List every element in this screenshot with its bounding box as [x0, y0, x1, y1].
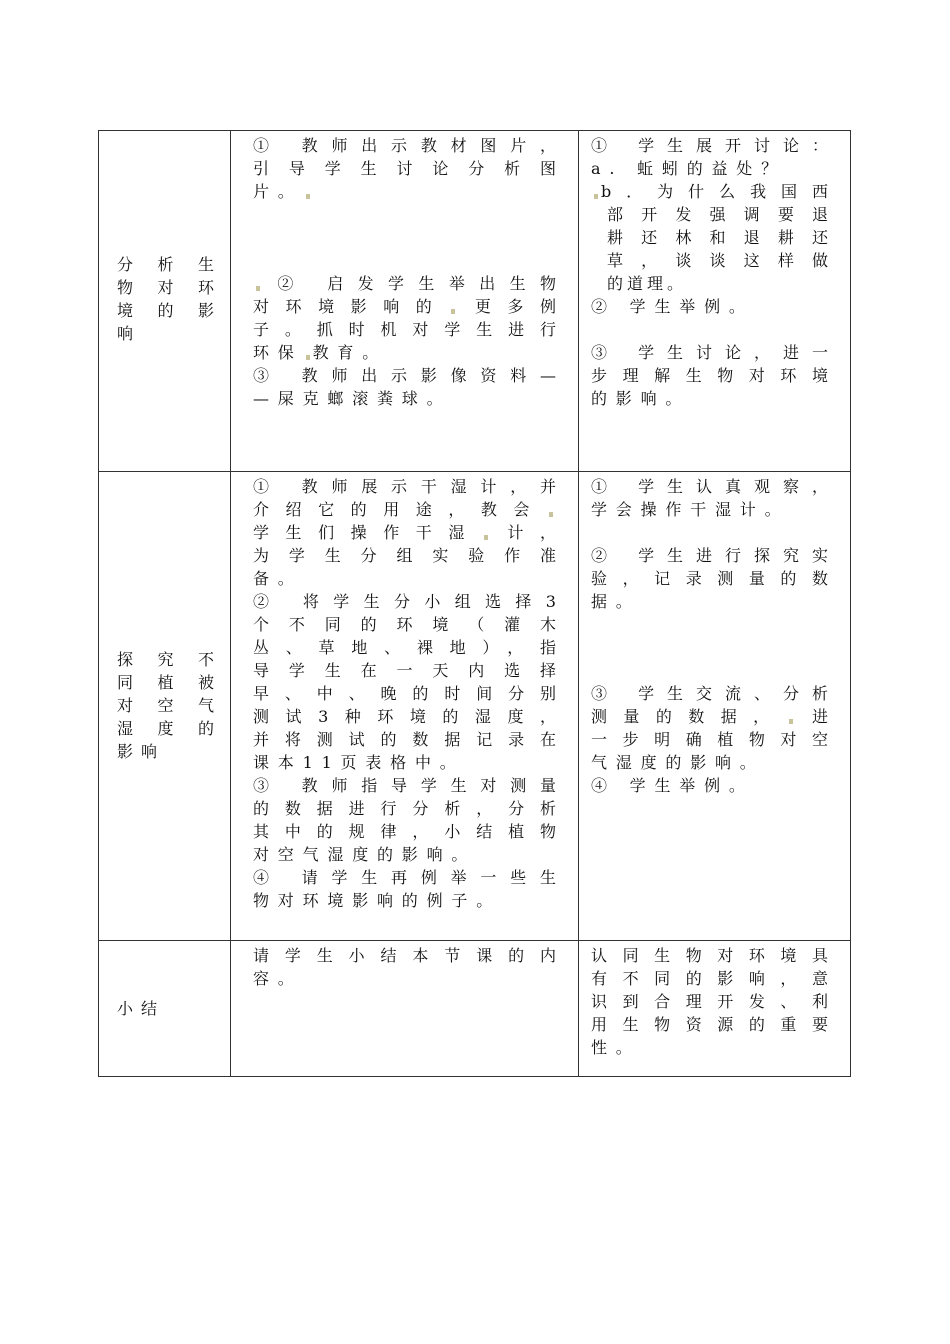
text-line: 认同生物对环境具	[591, 946, 828, 965]
text-line: 对环境影响的 更多例	[253, 297, 556, 316]
student-activity-cell	[579, 131, 851, 472]
text-line: ④ 学生举例。	[591, 776, 754, 795]
table-row	[99, 941, 851, 1077]
text-line: 导学生在一天内选择	[253, 661, 556, 680]
teacher-activity-cell	[231, 472, 579, 941]
text-line: 学会操作干湿计。	[591, 500, 790, 519]
topic-line: 响	[117, 324, 134, 343]
text-line: 一步明确植物对空	[591, 730, 828, 749]
topic-line: 境的影	[117, 301, 214, 320]
topic-line: 影响	[117, 742, 166, 761]
text-line: 的道理。	[607, 274, 688, 293]
text-line: ④ 请学生再例举一些生	[253, 868, 556, 887]
text-line: ③ 教师指导学生对测量	[253, 776, 556, 795]
text-line: ③ 教师出示影像资料—	[253, 366, 556, 385]
topic-line: 小结	[117, 999, 166, 1018]
text-line: ③ 学生讨论，进一	[591, 343, 828, 362]
text-line: 介绍它的用途，教会	[253, 498, 556, 521]
mark-dot	[451, 309, 455, 314]
table-row	[99, 472, 851, 941]
text-line: 的影响。	[591, 389, 691, 408]
text-line: ① 学生展开讨论：	[591, 136, 828, 155]
text-line: 性。	[591, 1038, 641, 1057]
text-line: ③ 学生交流、分析	[591, 684, 828, 703]
text-line: ① 学生认真观察，	[591, 477, 828, 496]
text-line: 对空气湿度的影响。	[253, 845, 477, 864]
text-line: 子。抓时机对学生进行	[253, 320, 556, 339]
text-line: 气湿度的影响。	[591, 753, 765, 772]
text-line: 备。	[253, 569, 303, 588]
topic-cell	[99, 941, 231, 1077]
topic-line: 对空气	[117, 696, 214, 715]
text-line: a. 蚯蚓的益处？	[591, 159, 786, 178]
text-line: 验，记录测量的数	[591, 569, 828, 588]
text-line: 识到合理开发、利	[591, 992, 828, 1011]
teacher-activity-cell	[231, 131, 579, 472]
text-line: 用生物资源的重要	[591, 1015, 828, 1034]
text-line: —屎克螂滚粪球。	[253, 389, 452, 408]
topic-cell	[99, 472, 231, 941]
text-line: ② 学生举例。	[591, 297, 754, 316]
text-line: 其中的规律，小结植物	[253, 822, 556, 841]
text-line: 课本11页表格中。	[253, 753, 465, 772]
text-line: 引导学生讨论分析图	[253, 159, 556, 178]
student-activity-cell	[579, 941, 851, 1077]
text-line: 片。	[253, 180, 556, 203]
text-line: ① 教师展示干湿计，并	[253, 477, 556, 496]
student-activity-cell	[579, 472, 851, 941]
table-row	[99, 131, 851, 472]
mark-dot	[594, 194, 598, 199]
text-line: 容。	[253, 969, 303, 988]
mark-dot	[484, 535, 488, 540]
text-line: 的数据进行分析，分析	[253, 799, 556, 818]
text-line: 测量的数据， 进	[591, 707, 828, 726]
text-line: ① 教师出示教材图片，	[253, 136, 556, 155]
text-line: 部开发强调要退	[607, 205, 828, 224]
text-line: 学生们操作干湿 计，	[253, 523, 556, 542]
mark-dot	[549, 512, 553, 517]
text-line: 物对环境影响的例子。	[253, 891, 502, 910]
text-line: ② 将学生分小组选择3	[253, 592, 556, 611]
text-line: 草，谈谈这样做	[607, 251, 828, 270]
text-line: b．为什么我国西	[591, 180, 828, 203]
text-line: ② 学生进行探究实	[591, 546, 828, 565]
topic-cell	[99, 131, 231, 472]
text-line: 个不同的环境（灌木	[253, 615, 556, 634]
text-line: 请学生小结本节课的内	[253, 946, 556, 965]
mark-dot	[306, 355, 310, 360]
lesson-table	[98, 130, 851, 1077]
topic-line: 探究不	[117, 650, 214, 669]
text-line: 测试3种环境的湿度，	[253, 707, 556, 726]
teacher-activity-cell	[231, 941, 579, 1077]
topic-line: 物对环	[117, 278, 214, 297]
topic-line: 分析生	[117, 255, 214, 274]
text-line: 为学生分组实验作准	[253, 546, 556, 565]
mark-dot	[789, 719, 793, 724]
topic-line: 同植被	[117, 673, 214, 692]
text-line: 耕还林和退耕还	[607, 228, 828, 247]
text-line: 环保 教育。	[253, 343, 388, 362]
text-line: 并将测试的数据记录在	[253, 730, 556, 749]
text-line: ② 启发学生举出生物	[253, 272, 556, 295]
mark-dot	[256, 286, 260, 291]
text-line: 丛、草地、裸地），指	[253, 638, 556, 657]
text-line: 步理解生物对环境	[591, 366, 828, 385]
text-line: 据。	[591, 592, 641, 611]
mark-dot	[306, 194, 310, 199]
topic-line: 湿度的	[117, 719, 214, 738]
text-line: 早、中、晚的时间分别	[253, 684, 556, 703]
text-line: 有不同的影响，意	[591, 969, 828, 988]
